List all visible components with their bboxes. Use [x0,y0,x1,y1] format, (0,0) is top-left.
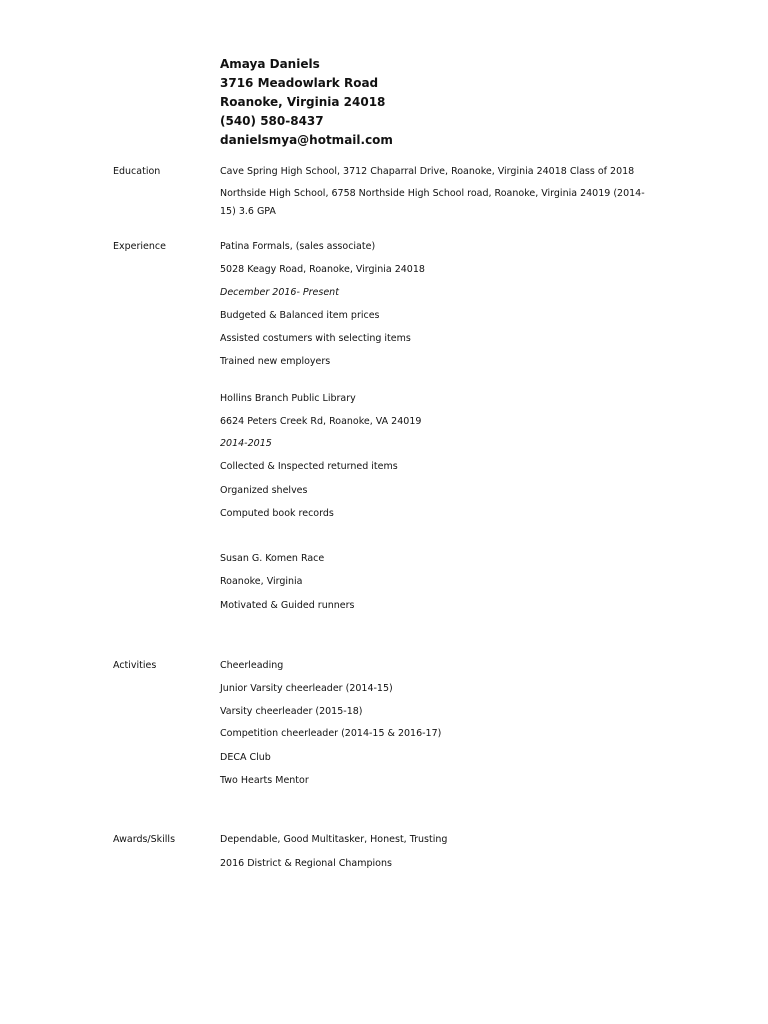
job-address: Roanoke, Virginia [220,576,303,587]
award-item: Dependable, Good Multitasker, Honest, Trusting [220,834,448,845]
job-employer: Patina Formals, (sales associate) [220,241,376,252]
activity-item: Competition cheerleader (2014-15 & 2016-17) [220,728,442,739]
experience-label: Experience [113,241,166,252]
applicant-name: Amaya Daniels [220,57,320,71]
job-employer: Hollins Branch Public Library [220,393,356,404]
activity-item: Varsity cheerleader (2015-18) [220,706,363,717]
contact-header [220,55,393,150]
job-dates: December 2016- Present [220,287,339,298]
street-address: 3716 Meadowlark Road [220,76,379,90]
job-address: 5028 Keagy Road, Roanoke, Virginia 24018 [220,264,425,275]
job-duty: Computed book records [220,508,334,519]
job-employer: Susan G. Komen Race [220,553,325,564]
activity-item: Cheerleading [220,660,284,671]
city-state-zip: Roanoke, Virginia 24018 [220,95,386,109]
education-item: Cave Spring High School, 3712 Chaparral Drive, Roanoke, Virginia 24018 Class of 2018 [220,166,635,177]
activity-item: Junior Varsity cheerleader (2014-15) [220,683,393,694]
job-duty: Collected & Inspected returned items [220,461,398,472]
job-duty: Motivated & Guided runners [220,600,355,611]
job-duty: Organized shelves [220,485,308,496]
job-dates: 2014-2015 [220,438,272,449]
job-address: 6624 Peters Creek Rd, Roanoke, VA 24019 [220,416,422,427]
email-address: danielsmya@hotmail.com [220,133,393,147]
job-duty: Budgeted & Balanced item prices [220,310,380,321]
education-item: Northside High School, 6758 Northside High School road, Roanoke, Virginia 24019 (2014-15) 3.6 GPA [220,188,645,217]
activity-item: DECA Club [220,752,271,763]
phone-number: (540) 580-8437 [220,114,324,128]
activity-item: Two Hearts Mentor [220,775,309,786]
education-label: Education [113,166,161,177]
job-duty: Trained new employers [220,356,331,367]
activities-label: Activities [113,660,157,671]
job-duty: Assisted costumers with selecting items [220,333,411,344]
awards-label: Awards/Skills [113,834,176,845]
award-item: 2016 District & Regional Champions [220,858,392,869]
